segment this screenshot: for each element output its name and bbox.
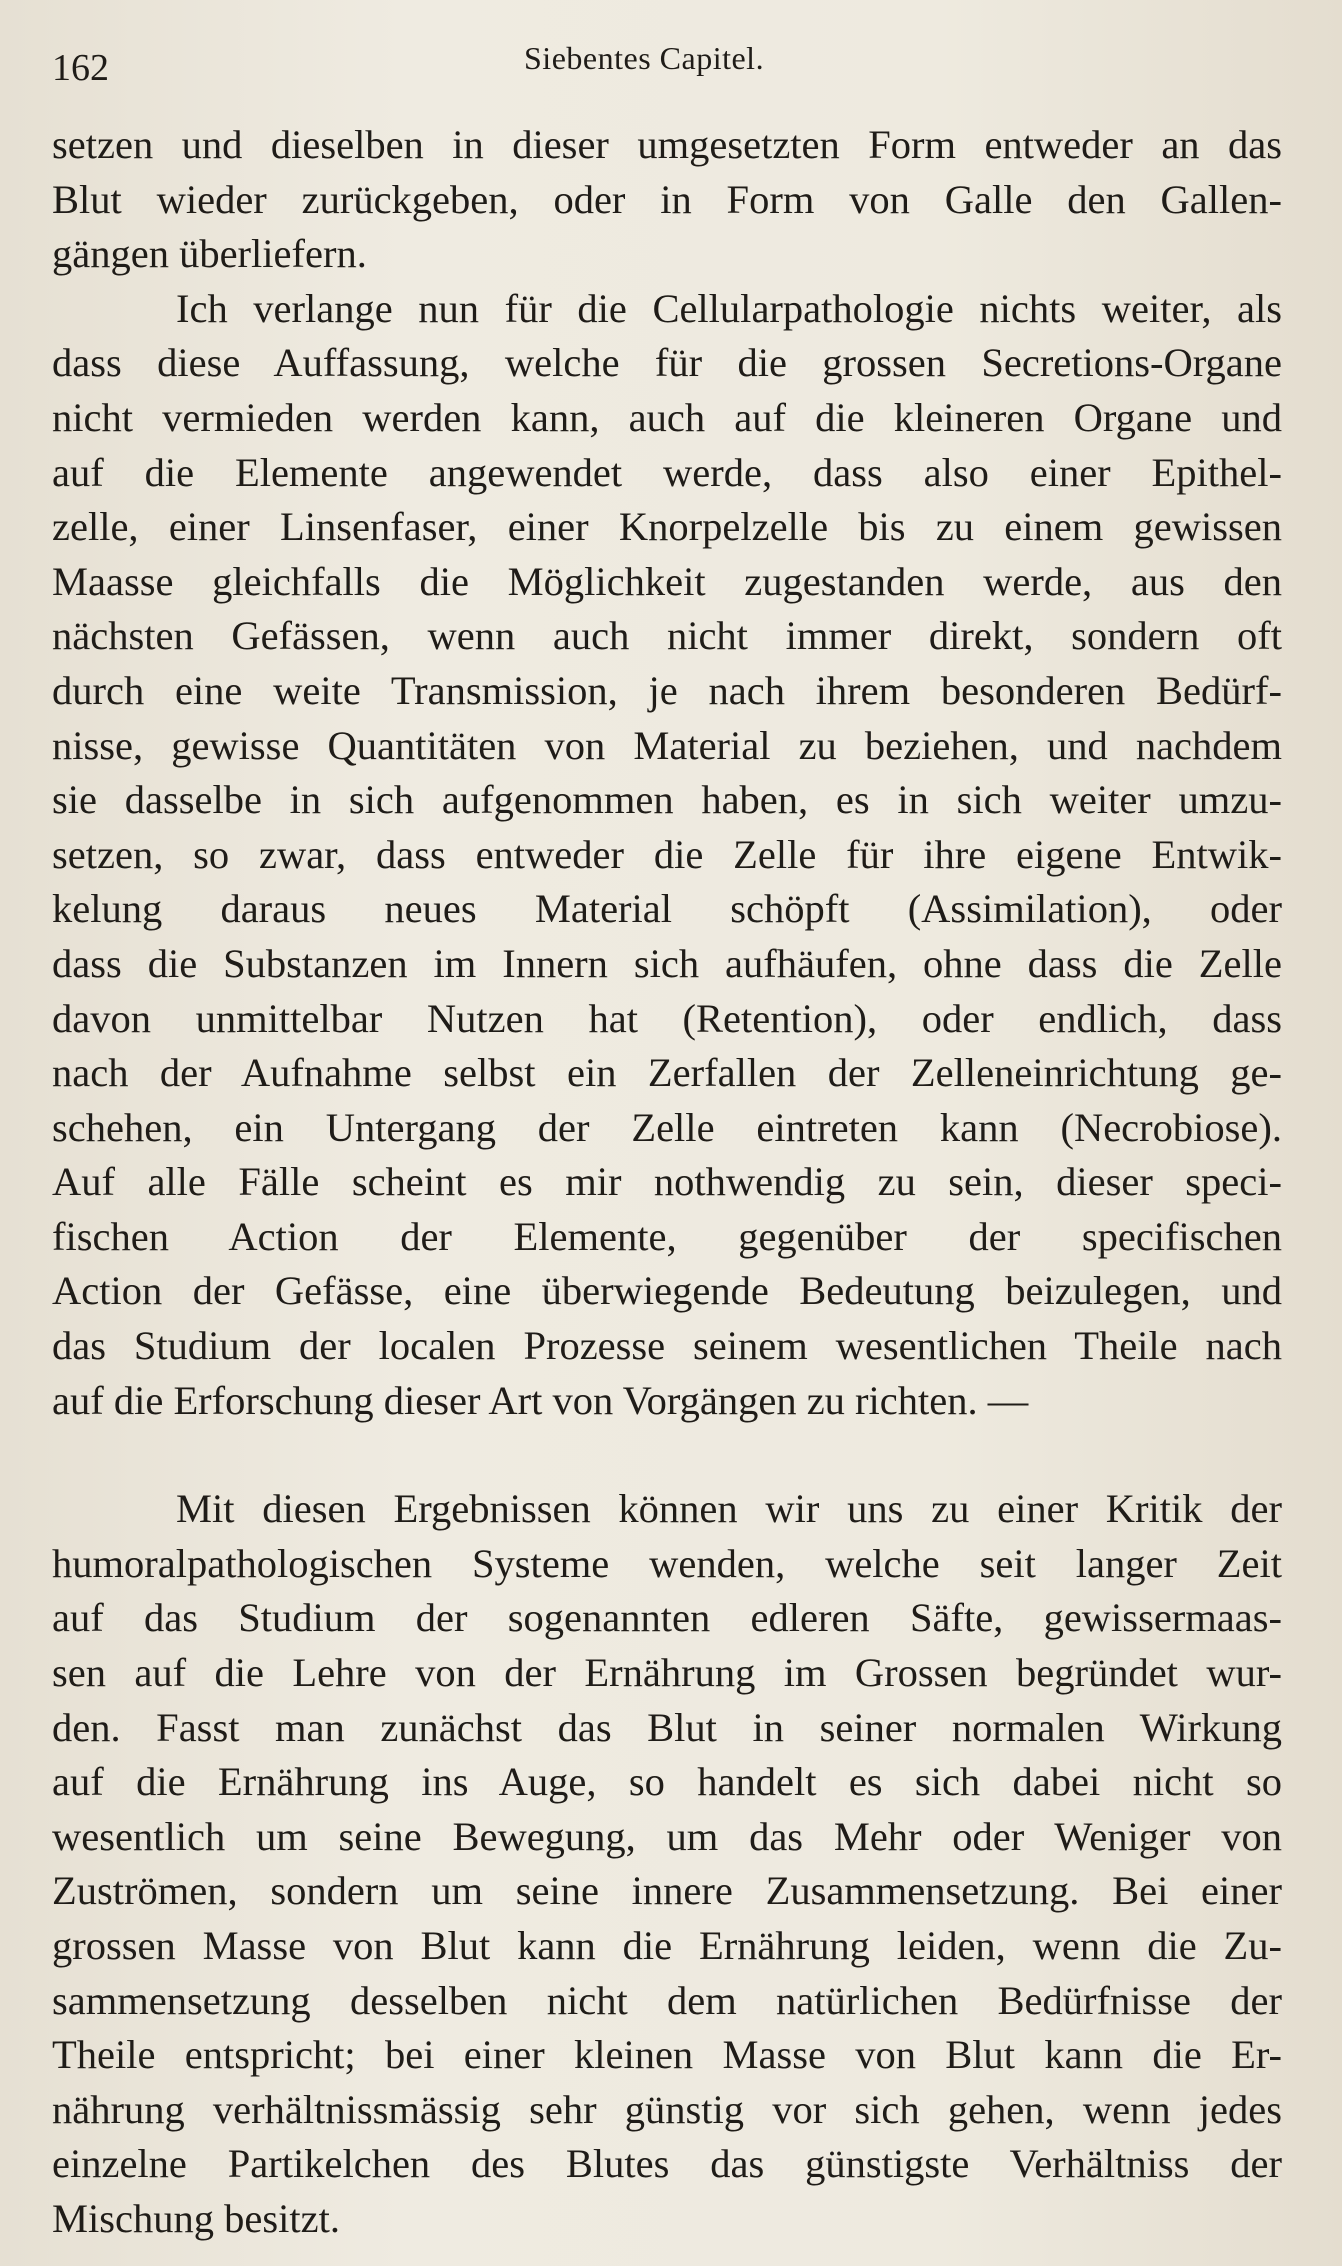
- text-line: Theile entspricht; bei einer kleinen Masse von Blut kann die Er-: [52, 2032, 1282, 2078]
- text-line: dass die Substanzen im Innern sich aufhäufen, ohne dass die Zelle: [52, 940, 1282, 986]
- text-line: einzelne Partikelchen des Blutes das günstigste Verhältniss der: [52, 2141, 1282, 2187]
- text-line: Zuströmen, sondern um seine innere Zusammensetzung. Bei einer: [52, 1868, 1282, 1914]
- text-line: wesentlich um seine Bewegung, um das Mehr oder Weniger von: [52, 1813, 1282, 1859]
- paragraph-1: [52, 118, 1282, 282]
- text-line: sie dasselbe in sich aufgenommen haben, es in sich weiter umzu-: [52, 777, 1282, 823]
- text-line: sammensetzung desselben nicht dem natürlichen Bedürfnisse der: [52, 1977, 1282, 2023]
- text-line: nisse, gewisse Quantitäten von Material zu beziehen, und nachdem: [52, 722, 1282, 768]
- text-line: fischen Action der Elemente, gegenüber der specifischen: [52, 1213, 1282, 1259]
- page-header: [52, 38, 1282, 98]
- text-line: das Studium der localen Prozesse seinem wesentlichen Theile nach: [52, 1323, 1282, 1369]
- text-line: auf die Erforschung dieser Art von Vorgängen zu richten. —: [52, 1377, 1029, 1423]
- text-line: nächsten Gefässen, wenn auch nicht immer direkt, sondern oft: [52, 613, 1282, 659]
- text-line: durch eine weite Transmission, je nach ihrem besonderen Bedürf-: [52, 667, 1282, 713]
- text-line: humoralpathologischen Systeme wenden, welche seit langer Zeit: [52, 1540, 1282, 1586]
- text-line: davon unmittelbar Nutzen hat (Retention), oder endlich, dass: [52, 995, 1282, 1041]
- text-line: auf das Studium der sogenannten edleren Säfte, gewissermaas-: [52, 1595, 1282, 1641]
- text-line: schehen, ein Untergang der Zelle eintreten kann (Necrobiose).: [52, 1104, 1282, 1150]
- text-line: auf die Ernährung ins Auge, so handelt es sich dabei nicht so: [52, 1759, 1282, 1805]
- paragraph-2: [52, 282, 1282, 1428]
- text-line: kelung daraus neues Material schöpft (Assimilation), oder: [52, 886, 1282, 932]
- text-line: Action der Gefässe, eine überwiegende Bedeutung beizulegen, und: [52, 1268, 1282, 1314]
- section-gap: [52, 1428, 1282, 1482]
- text-line: nach der Aufnahme selbst ein Zerfallen der Zelleneinrichtung ge-: [52, 1050, 1282, 1096]
- paragraph-3: [52, 1482, 1282, 2246]
- text-line: nicht vermieden werden kann, auch auf die kleineren Organe und: [52, 394, 1282, 440]
- text-line: sen auf die Lehre von der Ernährung im Grossen begründet wur-: [52, 1650, 1282, 1696]
- page-number: 162: [52, 47, 109, 89]
- text-line: den. Fasst man zunächst das Blut in seiner normalen Wirkung: [52, 1704, 1282, 1750]
- text-line: auf die Elemente angewendet werde, dass also einer Epithel-: [52, 449, 1282, 495]
- text-line: Maasse gleichfalls die Möglichkeit zugestanden werde, aus den: [52, 558, 1282, 604]
- text-line: zelle, einer Linsenfaser, einer Knorpelzelle bis zu einem gewissen: [52, 504, 1282, 550]
- text-line: setzen und dieselben in dieser umgesetzten Form entweder an das: [52, 122, 1282, 167]
- text-line: Auf alle Fälle scheint es mir nothwendig zu sein, dieser speci-: [52, 1159, 1282, 1205]
- text-line: Ich verlange nun für die Cellularpathologie nichts weiter, als: [176, 285, 1282, 331]
- running-head: Siebentes Capitel.: [524, 40, 765, 76]
- text-line: grossen Masse von Blut kann die Ernährung leiden, wenn die Zu-: [52, 1923, 1282, 1968]
- text-line: gängen überliefern.: [52, 231, 367, 277]
- text-line: setzen, so zwar, dass entweder die Zelle für ihre eigene Entwik-: [52, 831, 1282, 877]
- body-text: [52, 118, 1282, 2247]
- text-line: nährung verhältnissmässig sehr günstig vor sich gehen, wenn jedes: [52, 2086, 1282, 2132]
- text-line: dass diese Auffassung, welche für die grossen Secretions-Organe: [52, 340, 1282, 386]
- text-line: Mischung besitzt.: [52, 2195, 340, 2241]
- text-line: Blut wieder zurückgeben, oder in Form von Galle den Gallen-: [52, 176, 1282, 222]
- text-line: Mit diesen Ergebnissen können wir uns zu einer Kritik der: [176, 1486, 1282, 1532]
